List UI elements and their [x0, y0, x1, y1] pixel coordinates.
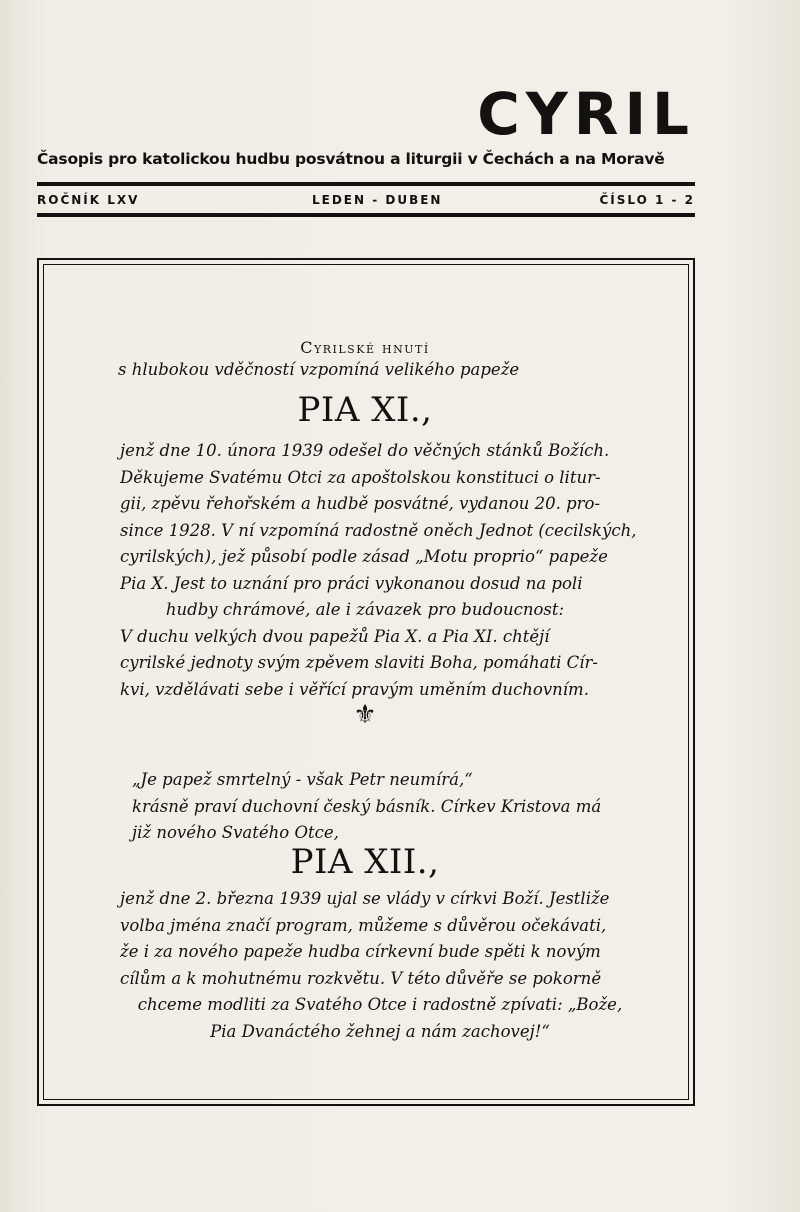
- text-line: V duchu velkých dvou papežů Pia X. a Pia XI. chtějí: [120, 626, 550, 646]
- text-line: kvi, vzdělávati sebe i věřící pravým uměním duchovním.: [120, 679, 589, 699]
- pope-name-pius-xi: PIA XI.,: [297, 390, 433, 430]
- volume-label: ROČNÍK LXV: [37, 193, 140, 207]
- text-line: cyrilské jednoty svým zpěvem slaviti Boha, pomáhati Cír-: [120, 653, 598, 672]
- organization-name: Cyrilské hnutí: [300, 338, 430, 357]
- paragraph-pius-xi: [120, 438, 660, 703]
- text-line: že i za nového papeže hudba církevní bude spěti k novým: [120, 942, 601, 961]
- journal-title: CYRIL: [477, 80, 695, 148]
- journal-subtitle: Časopis pro katolickou hudbu posvátnou a liturgii v Čechách a na Moravě: [37, 150, 665, 168]
- text-line: jenž dne 2. března 1939 ujal se vlády v církvi Boží. Jestliže: [120, 889, 610, 908]
- text-line: volba jména značí program, můžeme s důvěrou očekávati,: [120, 915, 607, 935]
- text-line: „Je papež smrtelný - však Petr neumírá,“: [132, 770, 473, 789]
- text-line: již nového Svatého Otce,: [132, 823, 339, 842]
- paragraph-pius-xii: [120, 886, 660, 1045]
- header-rule-bottom: [37, 213, 695, 217]
- text-line: Děkujeme Svatému Otci za apoštolskou konstituci o litur-: [120, 467, 601, 487]
- text-line: gii, zpěvu řehořském a hudbě posvátné, vydanou 20. pro-: [120, 494, 601, 513]
- text-line: krásně praví duchovní český básník. Církev Kristova má: [132, 796, 602, 816]
- text-line: since 1928. V ní vzpomíná radostně oněch Jednot (cecilských,: [120, 520, 637, 540]
- fleur-de-lis-ornament-icon: ⚜: [353, 700, 377, 730]
- header-rule-top: [37, 182, 695, 186]
- text-line: cyrilských), jež působí podle zásad „Motu proprio“ papeže: [120, 547, 608, 566]
- text-line: chceme modliti za Svatého Otce i radostně zpívati: „Bože,: [137, 995, 623, 1014]
- intro-line: s hlubokou vděčností vzpomíná velikého papeže: [118, 360, 520, 379]
- text-line: cílům a k mohutnému rozkvětu. V této důvěře se pokorně: [120, 968, 602, 988]
- months-label: LEDEN - DUBEN: [312, 193, 443, 207]
- text-line: Pia X. Jest to uznání pro práci vykonanou dosud na poli: [120, 573, 583, 593]
- text-line: jenž dne 10. února 1939 odešel do věčných stánků Božích.: [120, 441, 610, 460]
- paragraph-poet-quote: [132, 767, 672, 847]
- pope-name-pius-xii: PIA XII.,: [290, 842, 440, 882]
- text-line: hudby chrámové, ale i závazek pro budoucnost:: [165, 600, 565, 619]
- issue-number-label: ČÍSLO 1 - 2: [599, 193, 695, 207]
- text-line: Pia Dvanáctého žehnej a nám zachovej!“: [210, 1021, 550, 1041]
